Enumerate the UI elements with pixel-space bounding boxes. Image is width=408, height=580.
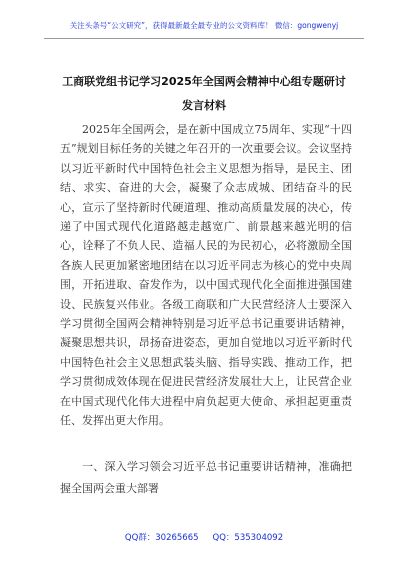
document-title-line-2: 发言材料 (182, 99, 226, 112)
footer-contact (0, 531, 408, 543)
document-title-line-1: 工商联党组书记学习2025年全国两会精神中心组专题研讨 (62, 75, 346, 88)
header-banner: 关注头条号“公文研究”，获得最新最全最专业的公文资料库！ 微信：gongwenyj (69, 21, 339, 30)
footer-qq: QQ：535304092 (212, 533, 284, 543)
footer-qq-group: QQ群：30265665 (124, 533, 199, 543)
section-heading-1: 一、深入学习领会习近平总书记重要讲话精神，准确把握全国两会重大部署 (60, 460, 352, 495)
header-divider (44, 38, 364, 39)
body-paragraph: 2025年全国两会，是在新中国成立75周年、实现“十四五”规划目标任务的关键之年召开的一次重要会议。会议坚持以习近平新时代中国特色社会主义思想为指导，是民主、团结、求实、奋进的大会，凝聚了众志成城、团结奋斗的民心，宣示了坚持新时代硬道理、推动高质量发展的决心，传递了中国式现代化道路越走越宽广、前景越来越光明的信心，诠释了不负人民、造福人民的为民初心，必将激励全国各族人民更加紧密地团结在以习近平同志为核心的党中央周围，开拓进取、奋发作为，以中国式现代化全面推进强国建设、民族复兴伟业。各级工商联和广大民营经济人士要深入学习贯彻全国两会精神特别是习近平总书记重要讲话精神，凝聚思想共识，昂扬奋进姿态，更加自觉地以习近平新时代中国特色社会主义思想武装头脑、指导实践、推动工作，把学习贯彻成效体现在促进民营经济发展壮大上，让民营企业在中国式现代化伟大进程中肩负起更大使命、承担起更重责任、发挥出更大作用。 (60, 123, 352, 428)
